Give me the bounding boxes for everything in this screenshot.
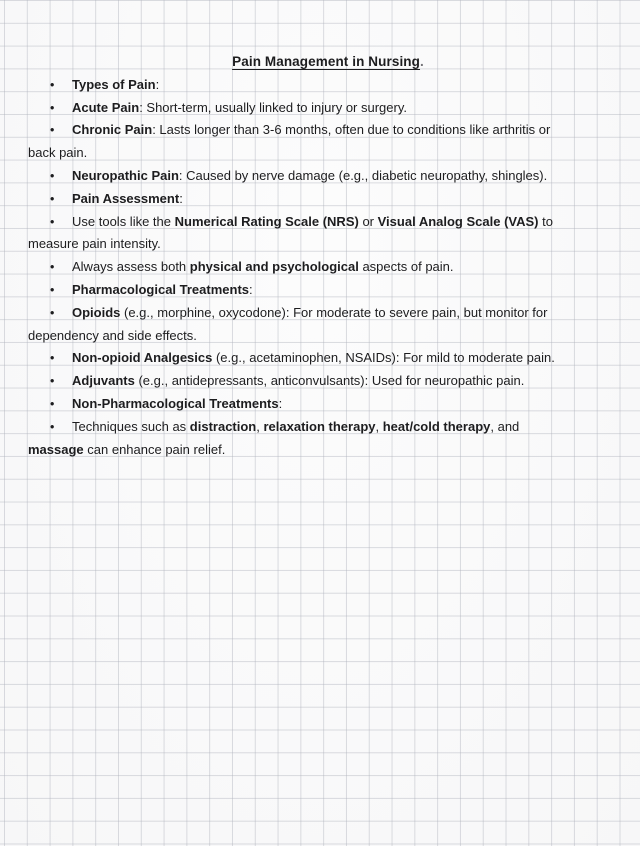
bold-run: physical and psychological (189, 259, 359, 275)
item-text: Types of Pain: (72, 76, 160, 92)
item-text: Pain Assessment: (72, 190, 183, 206)
item-text: Techniques such as distraction, relaxation therapy, heat/cold therapy, and massage can enhance pain relief. (28, 418, 520, 457)
item-text: Non-opioid Analgesics (e.g., acetaminophen, NSAIDs): For mild to moderate pain. (72, 350, 555, 366)
bullet-glyph: • (50, 168, 55, 183)
bold-run: Pharmacological Treatments (72, 281, 250, 297)
bold-run: distraction (189, 418, 257, 434)
bold-run: Pain Assessment (72, 190, 180, 206)
item-text: Opioids (e.g., morphine, oxycodone): For moderate to severe pain, but monitor for dependency and side effects. (28, 304, 548, 343)
bullet-glyph: • (50, 123, 55, 138)
bullet-item (28, 97, 628, 120)
item-text: Use tools like the Numerical Rating Scale (NRS) or Visual Analog Scale (VAS) to measure pain intensity. (28, 213, 553, 252)
bold-run: Adjuvants (72, 373, 135, 389)
bold-run: relaxation therapy (263, 418, 376, 434)
bullet-glyph: • (50, 374, 55, 389)
page-title-period: . (420, 54, 424, 69)
bold-run: Numerical Rating Scale (NRS) (174, 213, 359, 229)
bullet-glyph: • (50, 396, 55, 411)
bullet-item (28, 279, 628, 302)
bullet-item (28, 119, 628, 165)
bold-run: Non-Pharmacological Treatments (72, 395, 279, 411)
bullet-item (28, 416, 628, 462)
page-title (28, 51, 628, 74)
bullet-list (28, 74, 628, 462)
bold-run: massage (28, 441, 84, 457)
bullet-item (28, 393, 628, 416)
bullet-glyph: • (50, 100, 55, 115)
item-text: Chronic Pain: Lasts longer than 3-6 months, often due to conditions like arthritis or back pain. (28, 122, 551, 161)
bullet-glyph: • (50, 419, 55, 434)
bold-run: Neuropathic Pain (72, 167, 179, 183)
item-text: Pharmacological Treatments: (72, 281, 253, 297)
item-text: Non-Pharmacological Treatments: (72, 395, 283, 411)
item-text: Acute Pain: Short-term, usually linked to injury or surgery. (72, 99, 407, 115)
bullet-glyph: • (50, 305, 55, 320)
bullet-item (28, 370, 628, 393)
bullet-glyph: • (50, 77, 55, 92)
bullet-glyph: • (50, 214, 55, 229)
bullet-item (28, 74, 628, 97)
bullet-item (28, 256, 628, 279)
bullet-glyph: • (50, 260, 55, 275)
bold-run: Acute Pain (72, 99, 140, 115)
bold-run: Non-opioid Analgesics (72, 350, 213, 366)
page-title-text: Pain Management in Nursing (232, 54, 421, 69)
bullet-item (28, 165, 628, 188)
bold-run: Visual Analog Scale (VAS) (377, 213, 539, 229)
item-text: Always assess both physical and psychological aspects of pain. (72, 259, 454, 275)
bold-run: Types of Pain (72, 76, 156, 92)
bold-run: Chronic Pain (72, 122, 153, 138)
item-text: Adjuvants (e.g., antidepressants, anticonvulsants): Used for neuropathic pain. (72, 373, 525, 389)
bold-run: Opioids (72, 304, 121, 320)
bullet-glyph: • (50, 351, 55, 366)
bullet-item (28, 211, 628, 257)
bullet-glyph: • (50, 282, 55, 297)
bullet-glyph: • (50, 191, 55, 206)
bold-run: heat/cold therapy (382, 418, 491, 434)
bullet-item (28, 347, 628, 370)
bullet-item (28, 188, 628, 211)
bullet-item (28, 302, 628, 348)
item-text: Neuropathic Pain: Caused by nerve damage (e.g., diabetic neuropathy, shingles). (72, 167, 548, 183)
